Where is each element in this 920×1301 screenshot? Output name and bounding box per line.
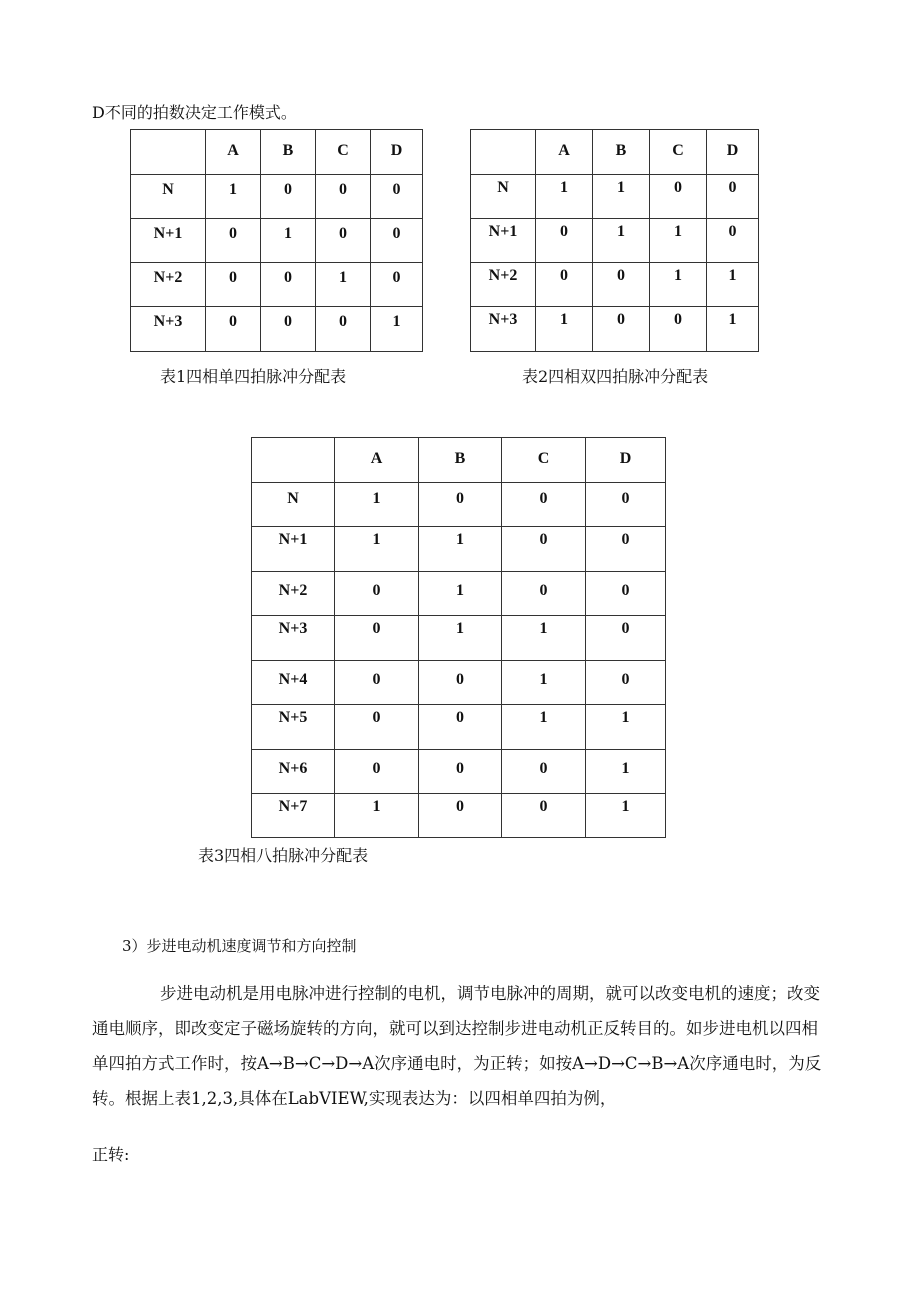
header-cell: A: [335, 438, 419, 483]
value-cell: 1: [419, 527, 502, 572]
value-cell: 0: [261, 175, 316, 219]
value-cell: 1: [536, 307, 593, 352]
table-row: [252, 616, 666, 661]
value-cell: 0: [335, 572, 419, 616]
table-row: [131, 175, 423, 219]
table-row: [471, 263, 759, 307]
header-row: [131, 130, 423, 175]
value-cell: 0: [206, 219, 261, 263]
value-cell: 1: [650, 219, 707, 263]
value-cell: 0: [502, 483, 586, 527]
value-cell: 0: [502, 572, 586, 616]
header-cell: B: [593, 130, 650, 175]
value-cell: 0: [206, 263, 261, 307]
value-cell: 0: [536, 263, 593, 307]
value-cell: 0: [419, 794, 502, 838]
header-row: [252, 438, 666, 483]
forward-label: 正转:: [92, 1145, 130, 1164]
value-cell: 1: [586, 705, 666, 750]
row-label-cell: N: [471, 175, 536, 219]
value-cell: 1: [335, 527, 419, 572]
value-cell: 0: [261, 263, 316, 307]
table-row: [471, 175, 759, 219]
value-cell: 0: [586, 483, 666, 527]
header-cell: C: [502, 438, 586, 483]
row-label-cell: N: [252, 483, 335, 527]
value-cell: 0: [650, 307, 707, 352]
row-label-cell: N+2: [471, 263, 536, 307]
value-cell: 0: [371, 175, 423, 219]
header-cell: A: [536, 130, 593, 175]
header-cell: [252, 438, 335, 483]
body-paragraph: [92, 976, 832, 1116]
value-cell: 0: [419, 483, 502, 527]
section-heading: 3）步进电动机速度调节和方向控制: [122, 937, 357, 955]
value-cell: 1: [650, 263, 707, 307]
value-cell: 0: [335, 616, 419, 661]
value-cell: 1: [502, 661, 586, 705]
value-cell: 0: [586, 572, 666, 616]
header-cell: [131, 130, 206, 175]
value-cell: 0: [593, 263, 650, 307]
table-1-single-four-beat: [130, 129, 423, 352]
value-cell: 0: [316, 219, 371, 263]
table-2-caption: 表2四相双四拍脉冲分配表: [522, 367, 709, 386]
intro-text: D不同的拍数决定工作模式。: [92, 103, 297, 122]
value-cell: 0: [316, 175, 371, 219]
header-row: [471, 130, 759, 175]
value-cell: 0: [316, 307, 371, 352]
row-label-cell: N+3: [252, 616, 335, 661]
value-cell: 1: [707, 263, 759, 307]
value-cell: 1: [206, 175, 261, 219]
table-row: [252, 750, 666, 794]
table-row: [252, 661, 666, 705]
table-1-caption: 表1四相单四拍脉冲分配表: [160, 367, 347, 386]
value-cell: 0: [707, 219, 759, 263]
header-cell: D: [586, 438, 666, 483]
value-cell: 0: [206, 307, 261, 352]
value-cell: 0: [419, 661, 502, 705]
value-cell: 0: [650, 175, 707, 219]
row-label-cell: N+3: [471, 307, 536, 352]
table-row: [471, 307, 759, 352]
value-cell: 0: [371, 219, 423, 263]
table-3-eight-beat: [251, 437, 666, 838]
row-label-cell: N+1: [131, 219, 206, 263]
header-cell: C: [650, 130, 707, 175]
value-cell: 0: [586, 661, 666, 705]
table-row: [252, 527, 666, 572]
value-cell: 0: [502, 750, 586, 794]
row-label-cell: N: [131, 175, 206, 219]
row-label-cell: N+1: [471, 219, 536, 263]
table-row: [131, 263, 423, 307]
value-cell: 0: [536, 219, 593, 263]
row-label-cell: N+2: [131, 263, 206, 307]
value-cell: 0: [586, 616, 666, 661]
value-cell: 1: [593, 219, 650, 263]
value-cell: 0: [371, 263, 423, 307]
table-row: [252, 705, 666, 750]
value-cell: 1: [707, 307, 759, 352]
row-label-cell: N+4: [252, 661, 335, 705]
value-cell: 0: [335, 705, 419, 750]
table-row: [252, 572, 666, 616]
header-cell: D: [707, 130, 759, 175]
value-cell: 1: [593, 175, 650, 219]
value-cell: 1: [502, 616, 586, 661]
value-cell: 0: [419, 750, 502, 794]
table-2-double-four-beat: [470, 129, 759, 352]
value-cell: 1: [371, 307, 423, 352]
header-cell: B: [261, 130, 316, 175]
header-cell: [471, 130, 536, 175]
value-cell: 1: [586, 794, 666, 838]
paragraph-text: 步进电动机是用电脉冲进行控制的电机，调节电脉冲的周期，就可以改变电机的速度；改变通电顺序，即改变定子磁场旋转的方向，就可以到达控制步进电动机正反转目的。如步进电机以四相单四拍方式工作时，按A→B→C→D→A次序通电时，为正转；如按A→D→C→B→A次序通电时，为反转。根据上表1,2,3,具体在LabVIEW,实现表达为：以四相单四拍为例，: [92, 984, 822, 1108]
row-label-cell: N+5: [252, 705, 335, 750]
header-cell: C: [316, 130, 371, 175]
value-cell: 1: [536, 175, 593, 219]
row-label-cell: N+3: [131, 307, 206, 352]
header-cell: B: [419, 438, 502, 483]
value-cell: 0: [335, 661, 419, 705]
value-cell: 0: [335, 750, 419, 794]
row-label-cell: N+2: [252, 572, 335, 616]
value-cell: 1: [335, 794, 419, 838]
header-cell: D: [371, 130, 423, 175]
value-cell: 0: [586, 527, 666, 572]
value-cell: 1: [586, 750, 666, 794]
value-cell: 1: [316, 263, 371, 307]
value-cell: 1: [502, 705, 586, 750]
value-cell: 0: [707, 175, 759, 219]
value-cell: 1: [261, 219, 316, 263]
table-3-caption: 表3四相八拍脉冲分配表: [198, 846, 369, 865]
table-row: [252, 483, 666, 527]
value-cell: 1: [419, 572, 502, 616]
value-cell: 0: [502, 794, 586, 838]
value-cell: 1: [419, 616, 502, 661]
value-cell: 0: [261, 307, 316, 352]
value-cell: 0: [419, 705, 502, 750]
table-row: [131, 307, 423, 352]
value-cell: 1: [335, 483, 419, 527]
row-label-cell: N+1: [252, 527, 335, 572]
value-cell: 0: [502, 527, 586, 572]
row-label-cell: N+7: [252, 794, 335, 838]
row-label-cell: N+6: [252, 750, 335, 794]
table-row: [131, 219, 423, 263]
table-row: [471, 219, 759, 263]
header-cell: A: [206, 130, 261, 175]
value-cell: 0: [593, 307, 650, 352]
table-row: [252, 794, 666, 838]
